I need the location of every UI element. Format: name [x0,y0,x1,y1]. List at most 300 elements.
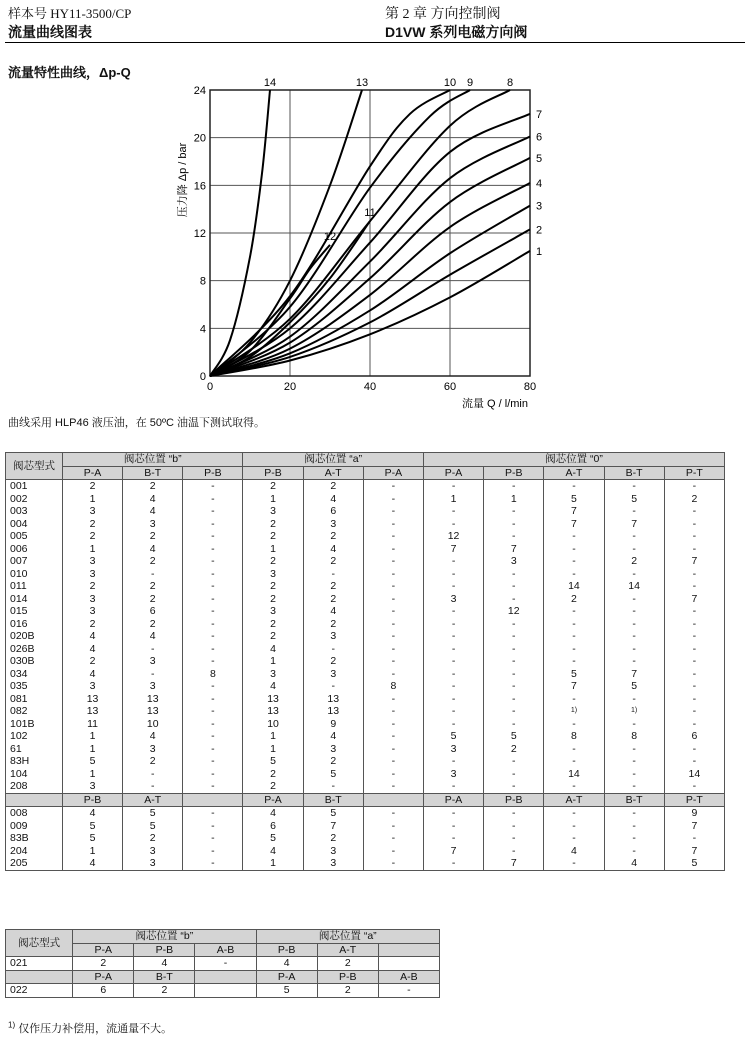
column-header: P-B [317,970,378,984]
table-cell: 13 [303,705,363,718]
table-cell: 3 [423,743,483,756]
table-cell: - [664,630,724,643]
table-row [6,820,725,833]
table-cell: 3 [62,568,122,581]
table-cell: - [363,668,423,681]
column-header: P-T [664,793,724,807]
table-cell: 2 [123,580,183,593]
spool-code: 034 [6,668,63,681]
table-cell: - [363,832,423,845]
table-row [6,618,725,631]
table-cell: 2 [62,618,122,631]
spool-flow-table-2 [5,929,440,998]
table-cell: - [484,655,544,668]
table-cell: 2 [62,480,122,493]
table-cell: - [544,630,604,643]
table-cell: - [544,618,604,631]
table-cell: 5 [484,730,544,743]
table-cell: 1) [544,705,604,718]
table-cell: 3 [123,743,183,756]
table-cell: 13 [303,693,363,706]
table-cell: - [363,845,423,858]
table-cell: - [123,668,183,681]
table-cell: - [363,655,423,668]
table-cell: - [423,580,483,593]
x-tick-label: 80 [523,381,537,393]
table-cell: - [664,680,724,693]
table-cell: 7 [664,593,724,606]
table-cell: - [484,643,544,656]
table-cell: 3 [123,857,183,870]
footnote [8,1020,172,1036]
table-cell: 3 [303,518,363,531]
table-row [6,555,725,568]
spool-code: 208 [6,780,63,793]
table-row [6,693,725,706]
table-cell: 5 [123,820,183,833]
spool-code: 022 [6,984,73,998]
table-row [6,845,725,858]
table-cell: - [423,568,483,581]
table-cell: 2 [303,655,363,668]
table-cell: 1 [243,730,303,743]
curve-label-14: 14 [263,77,277,89]
table-cell: 2 [484,743,544,756]
table-cell: 6 [123,605,183,618]
table-cell: - [363,630,423,643]
table-cell: - [183,643,243,656]
table-cell: - [604,820,664,833]
table-cell: 4 [123,505,183,518]
table-cell: 7 [604,518,664,531]
table-cell: 5 [423,730,483,743]
table-cell: - [363,518,423,531]
table-cell: 4 [303,605,363,618]
table-cell: - [484,693,544,706]
table-cell: - [664,580,724,593]
table-cell: - [664,668,724,681]
table-cell: 2 [243,555,303,568]
spool-code: 081 [6,693,63,706]
y-tick-label: 16 [193,180,206,193]
column-header [363,793,423,807]
table-cell: 2 [317,957,378,971]
table-cell: - [484,780,544,793]
table-cell: 2 [664,493,724,506]
spool-code: 83B [6,832,63,845]
table-cell: 6 [73,984,134,998]
spool-code: 204 [6,845,63,858]
table-row [6,832,725,845]
table-cell: 12 [484,605,544,618]
model-header: 阀芯型式 [6,453,63,480]
column-header: P-A [73,970,134,984]
table-cell: 4 [243,643,303,656]
table-cell: 3 [62,505,122,518]
column-header: P-T [664,466,724,480]
table-row [6,705,725,718]
y-tick-label: 0 [199,371,206,383]
table-cell: - [544,655,604,668]
table-cell: - [664,480,724,493]
table-cell: - [423,718,483,731]
table-cell: 14 [544,580,604,593]
table-cell: - [423,505,483,518]
table-cell: - [303,680,363,693]
table-cell: - [303,568,363,581]
doc-number: 样本号 HY11-3500/CP [8,6,132,21]
table-cell: - [664,743,724,756]
table-cell: - [604,768,664,781]
table-cell: 5 [62,755,122,768]
table-cell: 2 [62,518,122,531]
table-cell: 4 [123,630,183,643]
table-cell: - [484,680,544,693]
table-cell: - [183,593,243,606]
table-cell: 5 [604,680,664,693]
table-cell: - [123,780,183,793]
table-cell: - [183,693,243,706]
table-cell: 5 [303,807,363,820]
table-cell: - [363,593,423,606]
column-header: B-T [134,970,195,984]
table-cell: 3 [243,605,303,618]
table-row [6,743,725,756]
table-cell: 3 [423,593,483,606]
table-cell [195,984,256,998]
column-header: P-B [62,793,122,807]
table-cell: - [604,605,664,618]
table-cell: - [664,655,724,668]
table-cell: - [183,780,243,793]
table-cell: 5 [62,832,122,845]
table-cell: - [303,780,363,793]
table-cell: - [604,568,664,581]
table-cell: - [363,807,423,820]
table-cell: 8 [604,730,664,743]
table-cell: 4 [303,543,363,556]
table-cell: 6 [303,505,363,518]
curve-label-12: 12 [323,230,337,243]
table-cell: - [183,618,243,631]
footnote-mark: 1) [8,1020,16,1030]
table-cell: 5 [256,984,317,998]
spool-code: 006 [6,543,63,556]
table-cell: - [484,668,544,681]
table-cell: - [183,768,243,781]
table-cell: 4 [62,668,122,681]
table-cell: 4 [62,807,122,820]
table-cell: 2 [123,530,183,543]
table-cell: 3 [123,655,183,668]
column-header: P-A [243,793,303,807]
table-cell: - [183,705,243,718]
table-cell: - [604,643,664,656]
table-cell: 13 [123,693,183,706]
table-cell: 2 [123,755,183,768]
curve-label-7: 7 [536,108,543,121]
table-cell: - [664,568,724,581]
table-cell: - [484,820,544,833]
column-header [183,793,243,807]
table-cell: - [183,807,243,820]
table-cell: 3 [303,857,363,870]
column-header: A-B [378,970,439,984]
table-cell: 4 [243,845,303,858]
table-row [6,807,725,820]
table-cell: 4 [62,643,122,656]
table-cell: 1 [423,493,483,506]
table-cell: 2 [123,832,183,845]
table-cell: 1 [243,743,303,756]
column-header: P-A [363,466,423,480]
table-cell: 14 [604,580,664,593]
table-cell: - [544,832,604,845]
table-cell: - [183,530,243,543]
table-cell: - [484,580,544,593]
column-header: P-B [243,466,303,480]
table-cell: - [544,605,604,618]
table-cell: 4 [123,493,183,506]
table-cell: - [423,605,483,618]
table-cell: - [604,618,664,631]
group-header-a: 阀芯位置 “a” [256,930,439,944]
table-cell: 14 [664,768,724,781]
column-header: P-A [62,466,122,480]
table-cell: - [183,493,243,506]
table-cell: 3 [243,505,303,518]
column-header: A-T [544,466,604,480]
table-cell: - [363,580,423,593]
table-cell: - [604,630,664,643]
table-cell: 3 [62,593,122,606]
spool-code: 61 [6,743,63,756]
table-cell: - [664,780,724,793]
table-cell: 11 [62,718,122,731]
curve-label-13: 13 [355,77,369,89]
table-cell: 3 [243,568,303,581]
table-cell: 1 [62,743,122,756]
table-cell: 2 [243,593,303,606]
table-cell: 2 [73,957,134,971]
table-cell: - [423,680,483,693]
table-cell: 1 [62,730,122,743]
header-rule [5,42,745,43]
table-cell: - [664,530,724,543]
table-cell: 1 [243,857,303,870]
table-cell: 5 [604,493,664,506]
table-cell: - [664,518,724,531]
table-cell: 3 [303,845,363,858]
table-cell: - [484,807,544,820]
table-cell: - [423,832,483,845]
table-cell: - [604,832,664,845]
table-cell: - [423,668,483,681]
table-cell: - [664,693,724,706]
y-tick-label: 12 [193,228,206,240]
table-cell: - [423,630,483,643]
column-header: P-B [484,793,544,807]
spool-code: 009 [6,820,63,833]
table-cell: - [484,518,544,531]
table-cell: 1) [604,705,664,718]
table-cell: 2 [243,580,303,593]
table-cell: - [363,705,423,718]
table-cell: 2 [303,555,363,568]
x-tick-label: 0 [206,381,214,393]
chart-labels [264,77,542,258]
table-row [6,593,725,606]
spool-code: 021 [6,957,73,971]
table-cell: 2 [243,768,303,781]
table-row [6,518,725,531]
column-header: P-B [484,466,544,480]
table-cell: 2 [243,480,303,493]
section-title: 流量特性曲线，Δp-Q [8,65,131,80]
table-cell: 3 [484,555,544,568]
table-cell: 7 [544,680,604,693]
table-row [6,643,725,656]
table-cell: 2 [243,518,303,531]
table-cell: 9 [664,807,724,820]
table-cell: 2 [243,630,303,643]
series-title: D1VW 系列电磁方向阀 [385,24,528,40]
table-cell: 4 [303,730,363,743]
table-cell: 2 [303,755,363,768]
table-cell: 2 [317,984,378,998]
table-cell: 3 [243,668,303,681]
column-header: A-T [303,466,363,480]
curve-label-9: 9 [466,77,474,89]
table-cell: - [363,568,423,581]
curve-label-4: 4 [536,177,543,190]
table-cell: - [363,730,423,743]
table-cell: - [423,807,483,820]
model-header-blank [6,793,63,807]
table-cell: - [484,718,544,731]
table-cell: - [423,643,483,656]
table-cell: - [363,543,423,556]
table-cell: 4 [123,730,183,743]
table-cell: 5 [303,768,363,781]
spool-code: 011 [6,580,63,593]
footnote-text: 仅作压力补偿用，流通量不大。 [18,1023,173,1035]
table-cell: 5 [62,820,122,833]
table-row [6,857,725,870]
table-cell: - [604,480,664,493]
table-cell: - [544,543,604,556]
table-row [6,630,725,643]
table-cell: 4 [243,807,303,820]
curve-label-6: 6 [536,131,543,144]
curve-label-11: 11 [364,207,376,220]
table-cell: - [544,755,604,768]
test-condition-note: 曲线采用 HLP46 液压油，在 50ºC 油温下测试取得。 [8,417,266,429]
spool-code: 082 [6,705,63,718]
table-row [6,543,725,556]
table-cell: - [484,568,544,581]
table-cell: 6 [243,820,303,833]
table-cell: - [423,693,483,706]
group-header-0: 阀芯位置 “0” [423,453,724,467]
table-cell: 2 [123,480,183,493]
table-cell: - [544,780,604,793]
table-row [6,755,725,768]
table-cell: 6 [664,730,724,743]
table-cell: - [544,807,604,820]
table-cell: 12 [423,530,483,543]
table-cell: 8 [363,680,423,693]
table-cell: - [423,755,483,768]
y-tick-label: 20 [193,132,206,145]
table-cell: 3 [123,845,183,858]
table-cell: 7 [484,857,544,870]
table-cell: - [544,530,604,543]
table-cell: 5 [243,832,303,845]
table-cell: 2 [243,530,303,543]
table-cell: 2 [134,984,195,998]
spool-code: 020B [6,630,63,643]
table-cell: - [363,743,423,756]
table-cell: - [604,743,664,756]
table-cell: 2 [544,593,604,606]
table-cell: - [484,593,544,606]
table-cell: - [544,693,604,706]
group-header-a: 阀芯位置 “a” [243,453,424,467]
table-cell: - [123,768,183,781]
table-row [6,668,725,681]
table-cell: 5 [123,807,183,820]
table-cell: - [604,655,664,668]
table-cell: 3 [123,680,183,693]
table-cell: - [544,857,604,870]
curve-label-10: 10 [443,77,457,89]
column-header: P-B [256,943,317,957]
table-cell: - [604,755,664,768]
table-cell: 2 [604,555,664,568]
table-cell: 13 [62,693,122,706]
curve-label-2: 2 [536,224,543,237]
spool-code: 015 [6,605,63,618]
table-cell: 2 [303,580,363,593]
table-cell: 14 [544,768,604,781]
table-cell: - [423,857,483,870]
table-cell: 5 [664,857,724,870]
table-cell [378,957,439,971]
table-cell: 1 [62,493,122,506]
model-header: 阀芯型式 [6,930,73,957]
table-cell: - [363,780,423,793]
table-cell: - [664,643,724,656]
table-cell: - [664,705,724,718]
spool-code: 104 [6,768,63,781]
table-cell: 4 [123,543,183,556]
table-cell: 4 [256,957,317,971]
table-cell: - [664,755,724,768]
table-cell: 7 [664,845,724,858]
column-header: P-A [423,466,483,480]
table-cell: 7 [664,820,724,833]
table-cell: - [183,655,243,668]
table-cell: - [664,718,724,731]
table-cell: - [423,780,483,793]
table-row [6,730,725,743]
table-cell: 1 [62,845,122,858]
table-cell: - [664,832,724,845]
spool-code: 004 [6,518,63,531]
table-cell: 4 [62,630,122,643]
spool-code: 010 [6,568,63,581]
